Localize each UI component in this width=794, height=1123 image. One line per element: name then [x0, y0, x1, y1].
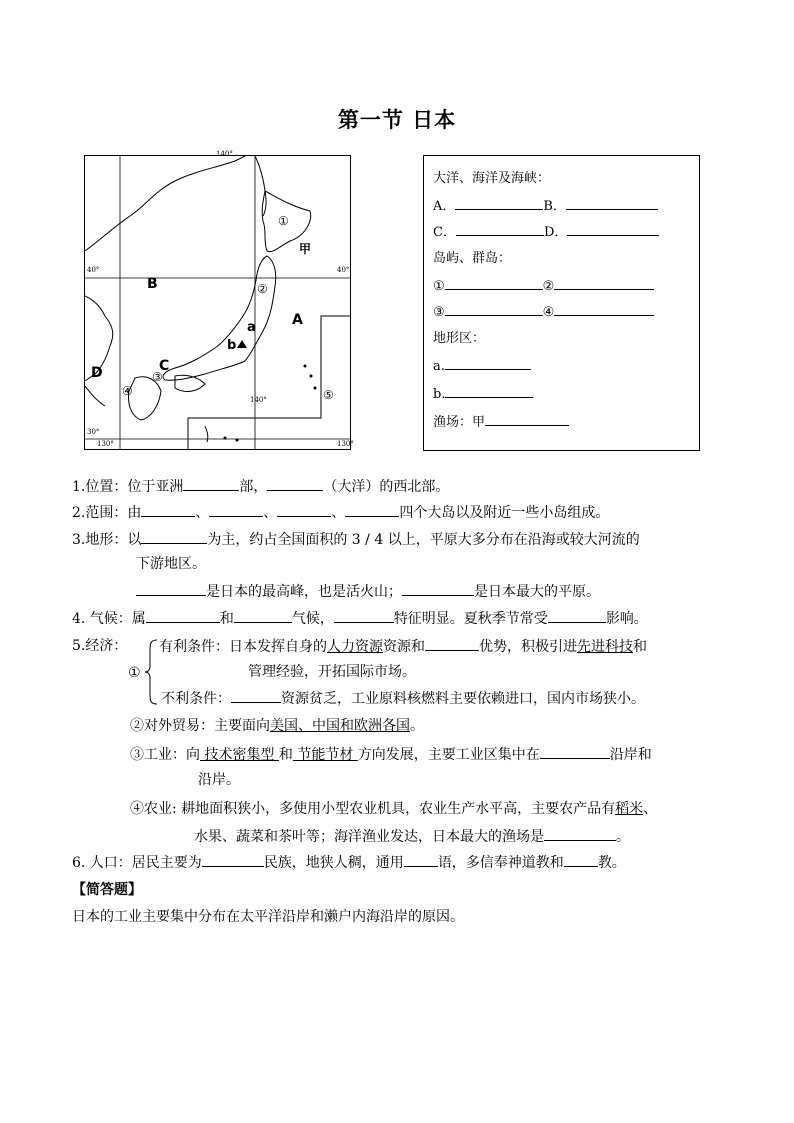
- brace: [144, 638, 158, 706]
- blank-q4-4[interactable]: [548, 608, 606, 623]
- legend-row-fish: 渔场：甲: [433, 412, 569, 432]
- label-island-2: ②: [257, 282, 268, 296]
- label-island-1: ①: [278, 214, 289, 228]
- blank-q6-language[interactable]: [404, 852, 438, 867]
- tick-40-right: 40°: [337, 266, 350, 274]
- short-answer-question: 日本的工业主要集中分布在太平洋沿岸和濑户内海沿岸的原因。: [72, 909, 464, 925]
- label-island-3: ③: [152, 370, 163, 384]
- legend-island-heading: 岛屿、群岛：: [433, 251, 512, 266]
- q5-favorable-cont: 管理经验，开拓国际市场。: [248, 664, 416, 680]
- label-C: C: [159, 358, 170, 374]
- short-answer-heading: 【简答题】: [72, 882, 142, 898]
- q5-favorable: 有利条件：日本发挥自身的人力资源资源和 优势，积极引进先进科技和: [159, 636, 647, 657]
- blank-q3-plain[interactable]: [402, 581, 474, 596]
- blank-q5-advantage[interactable]: [425, 636, 479, 651]
- answer-box: [423, 155, 700, 451]
- label-D: D: [91, 365, 103, 381]
- label-b: b: [227, 338, 237, 353]
- legend-row-12: ① ②: [433, 276, 654, 296]
- blank-A[interactable]: [455, 196, 543, 210]
- q2-extent: 2.范围：由 、 、 、 四个大岛以及附近一些小岛组成。: [72, 502, 609, 523]
- q3-terrain: 3.地形：以 为主，约占全国面积的 3 / 4 以上，平原大多分布在沿海或较大河流的: [72, 529, 640, 550]
- blank-B[interactable]: [566, 196, 658, 210]
- blank-q2-1[interactable]: [141, 502, 195, 517]
- legend-row-ab: A． B．: [433, 196, 658, 216]
- q5-unfavorable: 不利条件： 资源贫乏，工业原料核燃料主要依赖进口，国内市场狭小。: [161, 688, 645, 709]
- q5-label: 5.经济：: [72, 638, 128, 654]
- blank-fishery[interactable]: [485, 412, 569, 426]
- q3-terrain-cont: 下游地区。: [136, 556, 206, 572]
- blank-q1-part[interactable]: [183, 476, 239, 491]
- label-island-5: ⑤: [323, 388, 334, 402]
- inset-border: [188, 316, 350, 449]
- legend-terrain-heading: 地形区：: [433, 331, 486, 346]
- blank-island-2[interactable]: [554, 276, 654, 290]
- blank-q4-1[interactable]: [146, 608, 220, 623]
- label-A: A: [292, 312, 303, 328]
- japan-map: [84, 150, 354, 450]
- map-drawing: [85, 156, 350, 449]
- blank-q2-4[interactable]: [345, 502, 399, 517]
- blank-terrain-a[interactable]: [445, 356, 531, 370]
- q5-agriculture-cont: 水果、蔬菜和茶叶等；海洋渔业发达，日本最大的渔场是 。: [194, 826, 630, 847]
- honshu: [163, 256, 276, 380]
- legend-row-ta: a.: [433, 356, 531, 376]
- q5-trade: ②对外贸易：主要面向美国、中国和欧洲各国。: [130, 718, 424, 734]
- legend-row-cd: C． D．: [433, 222, 659, 242]
- blank-island-1[interactable]: [445, 276, 543, 290]
- sakhalin: [255, 156, 266, 216]
- legend-row-34: ③ ④: [433, 302, 654, 322]
- legend-row-tb: b.: [433, 384, 533, 404]
- fuji-symbol: [237, 340, 247, 348]
- q5-circle1: ①: [128, 665, 141, 681]
- q6-population: 6. 人口：居民主要为 民族，地狭人稠，通用 语，多信奉神道教和 教。: [72, 852, 626, 873]
- tick-140-top: 140°: [216, 150, 233, 158]
- ryukyu-1: [205, 426, 208, 442]
- blank-island-3[interactable]: [445, 302, 543, 316]
- blank-q6-ethnic[interactable]: [202, 852, 264, 867]
- blank-q1-ocean[interactable]: [267, 476, 323, 491]
- q5-industry-cont: 沿岸。: [198, 772, 240, 788]
- blank-q6-religion[interactable]: [564, 852, 598, 867]
- blank-q5-fishery[interactable]: [544, 826, 616, 841]
- tick-140-bottom: 140°: [250, 396, 267, 404]
- blank-C[interactable]: [456, 222, 544, 236]
- label-jia: 甲: [299, 242, 312, 256]
- blank-island-4[interactable]: [554, 302, 654, 316]
- blank-q2-3[interactable]: [277, 502, 331, 517]
- q1-location: 1.位置：位于亚洲 部， （大洋）的西北部。: [72, 476, 449, 497]
- label-B: B: [147, 276, 158, 292]
- tick-40-left: 40°: [87, 266, 100, 274]
- q5-agriculture: ④农业: 耕地面积狭小，多使用小型农业机具，农业生产水平高，主要农产品有稻米、: [130, 801, 658, 817]
- blank-terrain-b[interactable]: [445, 384, 533, 398]
- blank-q2-2[interactable]: [209, 502, 263, 517]
- page-title: 第一节 日本: [337, 107, 457, 132]
- tick-130-left: 130°: [97, 440, 114, 448]
- blank-q5-industry-area[interactable]: [540, 744, 610, 759]
- blank-D[interactable]: [567, 222, 659, 236]
- blank-q5-resource[interactable]: [231, 688, 281, 703]
- q5-industry: ③工业：向 技术密集型 和 节能节材 方向发展，主要工业区集中在 沿岸和: [130, 744, 652, 765]
- q3-peak-plain: 是日本的最高峰，也是活火山； 是日本最大的平原。: [136, 581, 600, 602]
- coast-china: [85, 386, 105, 406]
- q4-climate: 4. 气候：属 和 气候， 特征明显。夏秋季节常受 影响。: [72, 608, 648, 629]
- label-island-4: ④: [122, 384, 133, 398]
- coast-asia: [85, 156, 245, 251]
- legend-ocean-heading: 大洋、海洋及海峡：: [433, 171, 551, 186]
- tick-30-left: 30°: [87, 428, 100, 436]
- blank-q3-main[interactable]: [141, 529, 207, 544]
- blank-q4-3[interactable]: [334, 608, 394, 623]
- blank-q4-2[interactable]: [234, 608, 292, 623]
- blank-q3-peak[interactable]: [136, 581, 206, 596]
- label-a: a: [247, 320, 256, 335]
- tick-130-right: 130°: [337, 440, 354, 448]
